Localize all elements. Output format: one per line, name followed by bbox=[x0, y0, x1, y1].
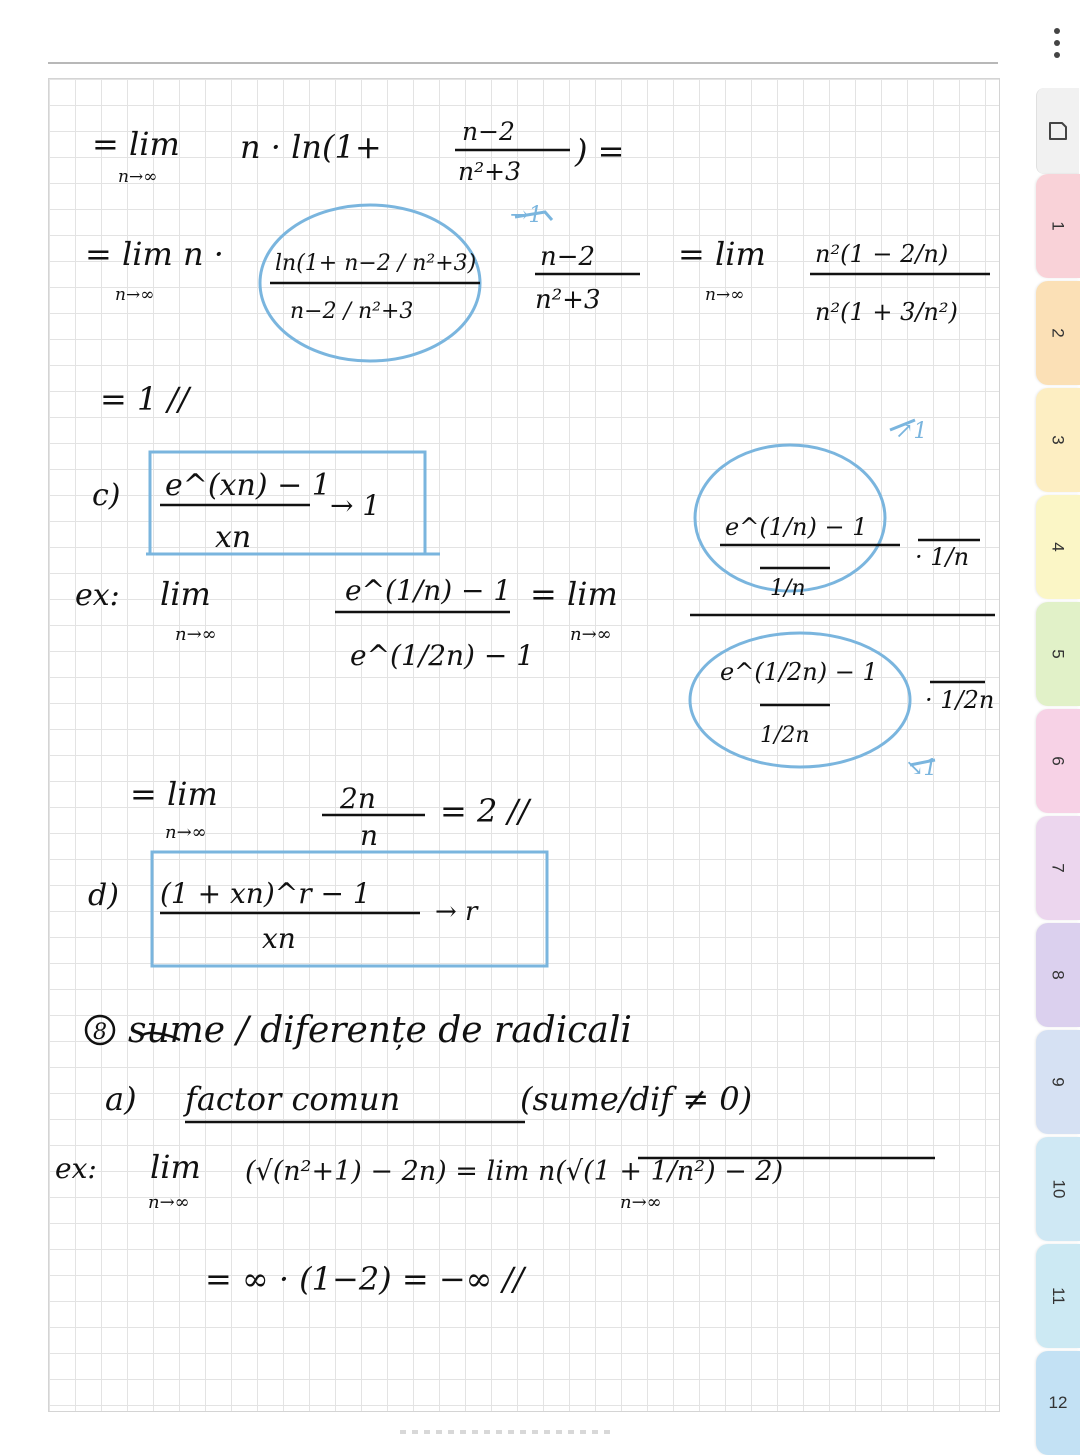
d-num: (1 + xn)^r − 1 bbox=[160, 877, 371, 910]
ex2-expr: (√(n²+1) − 2n) = lim n(√(1 + 1/n²) − 2) bbox=[245, 1156, 784, 1187]
ex1-arrow2: ↘1 bbox=[905, 756, 938, 781]
more-menu-icon[interactable] bbox=[1047, 28, 1067, 58]
d-label: d) bbox=[88, 878, 119, 913]
ex1-sub2: n→∞ bbox=[570, 624, 612, 645]
tab-label: 1 bbox=[1049, 221, 1068, 231]
tab-label: 12 bbox=[1048, 1393, 1068, 1412]
ex1-eq: = lim bbox=[530, 575, 618, 613]
c-limit: → 1 bbox=[330, 489, 381, 522]
ex1-r-num: e^(1/n) − 1 bbox=[725, 513, 868, 541]
page-outline-icon[interactable] bbox=[1036, 88, 1079, 174]
s8-number: 8 bbox=[93, 1020, 107, 1045]
ex1-sub: n→∞ bbox=[175, 624, 217, 645]
d-den: xn bbox=[262, 922, 296, 955]
ex2-label: ex: bbox=[55, 1152, 97, 1185]
ex2-sub2: n→∞ bbox=[620, 1192, 662, 1213]
page-bottom-mark bbox=[400, 1430, 610, 1434]
tab-4[interactable] bbox=[1036, 495, 1080, 599]
ex1-r-den: e^(1/2n) − 1 bbox=[720, 658, 878, 686]
l1-expr: n · ln(1+ bbox=[240, 128, 382, 166]
tab-label: 7 bbox=[1049, 863, 1068, 873]
tab-label: 5 bbox=[1049, 649, 1068, 659]
c-num: e^(xn) − 1 bbox=[165, 468, 331, 503]
ex1-den: e^(1/2n) − 1 bbox=[350, 639, 535, 672]
ex1-result-num: 2n bbox=[340, 782, 376, 815]
l3-result: = 1 // bbox=[100, 380, 190, 418]
tab-10[interactable] bbox=[1036, 1137, 1080, 1241]
l1-den: n²+3 bbox=[458, 157, 521, 186]
a-label: a) bbox=[105, 1080, 137, 1118]
tab-11[interactable] bbox=[1036, 1244, 1080, 1348]
tab-2[interactable] bbox=[1036, 281, 1080, 385]
tab-label: 8 bbox=[1049, 970, 1068, 980]
ex1-r-num-den: 1/n bbox=[770, 576, 806, 601]
ex1-lim: lim bbox=[160, 575, 211, 613]
tab-label: 10 bbox=[1048, 1179, 1068, 1199]
ex1-r-mult1: · 1/n bbox=[915, 543, 970, 571]
l1-num: n−2 bbox=[462, 117, 515, 146]
ex1-result-val: = 2 // bbox=[440, 792, 530, 830]
tab-1[interactable] bbox=[1036, 174, 1080, 278]
s8-title: sume / diferențe de radicali bbox=[128, 1010, 632, 1051]
tab-9[interactable] bbox=[1036, 1030, 1080, 1134]
tab-6[interactable] bbox=[1036, 709, 1080, 813]
tab-label: 2 bbox=[1049, 328, 1068, 338]
l2-mult-den: n²+3 bbox=[535, 285, 601, 315]
tab-label: 6 bbox=[1049, 756, 1068, 766]
ex1-label: ex: bbox=[75, 578, 120, 613]
ex1-result-den: n bbox=[360, 819, 379, 852]
tab-12[interactable] bbox=[1036, 1351, 1080, 1455]
ex1-result-sub: n→∞ bbox=[165, 822, 207, 843]
tab-7[interactable] bbox=[1036, 816, 1080, 920]
l2-prefix: = lim n · bbox=[85, 235, 224, 273]
tab-5[interactable] bbox=[1036, 602, 1080, 706]
ex1-result: = lim bbox=[130, 775, 218, 813]
l2-mult-num: n−2 bbox=[540, 242, 596, 272]
c-den: xn bbox=[215, 520, 252, 555]
l1-sub: n→∞ bbox=[118, 167, 158, 187]
c-label: c) bbox=[92, 478, 121, 513]
ex1-r-mult2: · 1/2n bbox=[925, 686, 995, 714]
l2-eq: = lim bbox=[678, 235, 766, 273]
a-note: (sume/dif ≠ 0) bbox=[520, 1080, 753, 1118]
a-title: factor comun bbox=[185, 1080, 401, 1118]
tab-3[interactable] bbox=[1036, 388, 1080, 492]
l1-tail: ) = bbox=[575, 132, 625, 170]
ex1-r-den-den: 1/2n bbox=[760, 723, 810, 748]
l2-den: n−2 / n²+3 bbox=[290, 299, 414, 324]
l2-r-num: n²(1 − 2/n) bbox=[815, 240, 949, 268]
l2-sub: n→∞ bbox=[115, 285, 155, 305]
l1-prefix: = lim bbox=[92, 125, 180, 163]
tab-label: 4 bbox=[1049, 542, 1068, 552]
ex1-arrow1: ↗1 bbox=[895, 419, 928, 444]
l2-sub2: n→∞ bbox=[705, 285, 745, 305]
tab-8[interactable] bbox=[1036, 923, 1080, 1027]
l2-num: ln(1+ n−2 / n²+3) bbox=[275, 251, 477, 276]
l2-arrow: →1 bbox=[510, 203, 543, 228]
ex2-lim: lim bbox=[150, 1148, 201, 1186]
ex2-sub: n→∞ bbox=[148, 1192, 190, 1213]
ex2-result: = ∞ · (1−2) = −∞ // bbox=[205, 1260, 525, 1298]
tab-label: 11 bbox=[1049, 1287, 1068, 1305]
d-limit: → r bbox=[435, 897, 478, 927]
l2-r-den: n²(1 + 3/n²) bbox=[815, 298, 958, 326]
tab-label: 9 bbox=[1049, 1077, 1068, 1087]
tab-label: 3 bbox=[1049, 435, 1068, 445]
ex1-num: e^(1/n) − 1 bbox=[345, 574, 512, 607]
